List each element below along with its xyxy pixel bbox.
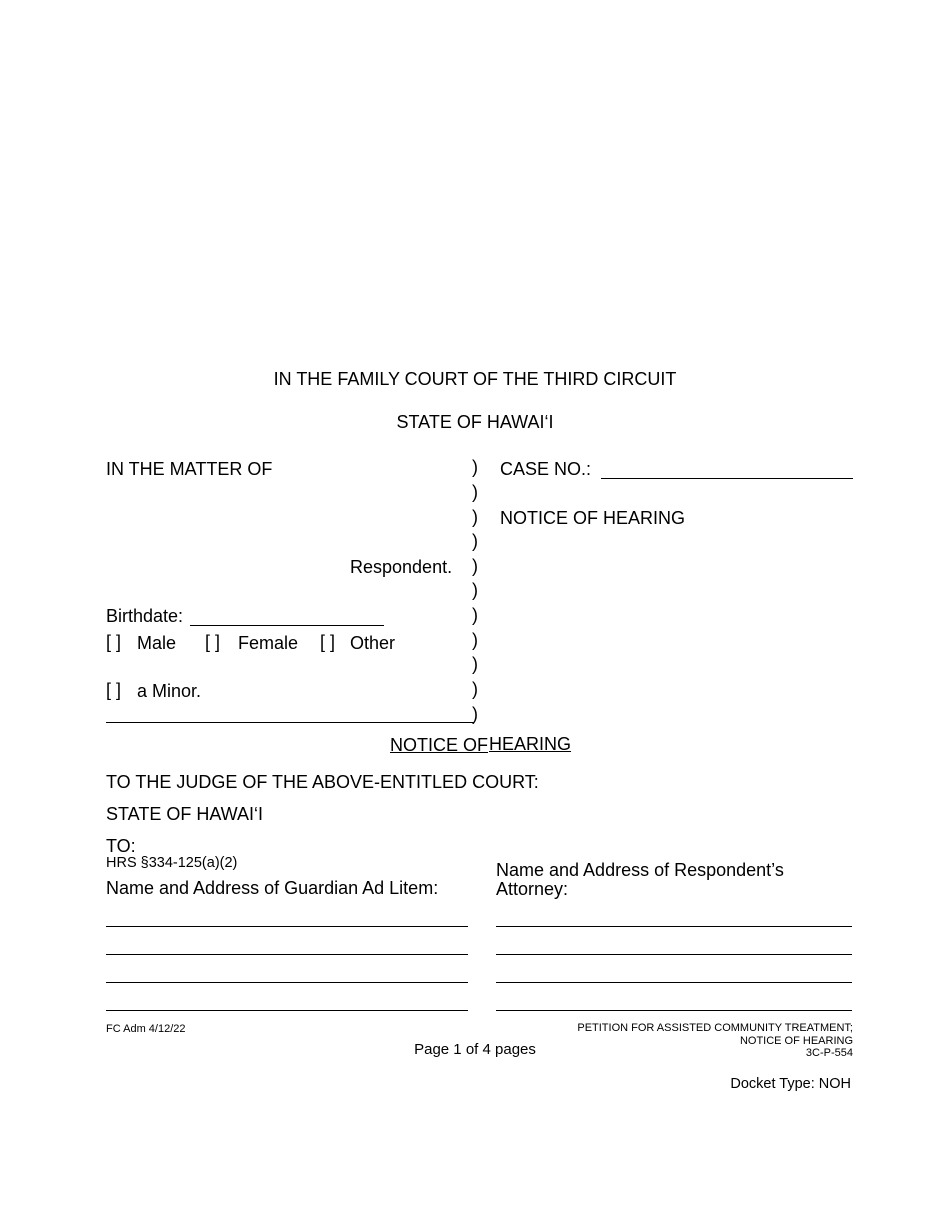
guardian-address-line[interactable] — [106, 982, 468, 983]
caption-paren: ) — [472, 482, 478, 502]
birthdate-label: Birthdate: — [106, 606, 184, 626]
caption-paren: ) — [472, 457, 478, 477]
attorney-label-line2: Attorney: — [496, 879, 569, 899]
case-no-label: CASE NO.: — [500, 459, 592, 479]
caption-paren: ) — [472, 580, 478, 600]
page-number: Page 1 of 4 pages — [414, 1041, 536, 1058]
minor-checkbox[interactable] — [106, 680, 121, 700]
attorney-label-line1: Name and Address of Respondent’s — [496, 860, 784, 880]
to-judge-text: TO THE JUDGE OF THE ABOVE-ENTITLED COURT: — [106, 772, 539, 792]
document-title: NOTICE OF HEARING — [500, 508, 686, 528]
caption-bottom-rule — [106, 722, 474, 723]
attorney-address-line[interactable] — [496, 982, 852, 983]
other-label: Other — [350, 633, 396, 653]
female-checkbox[interactable] — [205, 632, 220, 652]
other-checkbox-bracket: [ ] — [320, 632, 336, 652]
in-matter-of-label: IN THE MATTER OF — [106, 459, 273, 479]
attorney-address-line[interactable] — [496, 926, 852, 927]
guardian-address-line[interactable] — [106, 954, 468, 955]
docket-type: Docket Type: NOH — [730, 1076, 851, 1092]
caption-paren: ) — [472, 531, 478, 551]
birthdate-input[interactable] — [190, 605, 384, 626]
guardian-label: Name and Address of Guardian Ad Litem: — [106, 878, 439, 898]
attorney-address-line[interactable] — [496, 954, 852, 955]
notice-heading-part1: NOTICE OF — [390, 735, 488, 755]
female-label: Female — [238, 633, 299, 653]
caption-paren: ) — [472, 556, 478, 576]
notice-heading-part2: HEARING — [489, 734, 572, 754]
court-state: STATE OF HAWAI‘I — [396, 412, 554, 432]
attorney-address-line[interactable] — [496, 1010, 852, 1011]
caption-paren: ) — [472, 630, 478, 650]
other-checkbox[interactable] — [320, 632, 335, 652]
female-checkbox-bracket: [ ] — [205, 632, 221, 652]
minor-label: a Minor. — [137, 681, 202, 701]
caption-paren: ) — [472, 507, 478, 527]
guardian-address-line[interactable] — [106, 1010, 468, 1011]
caption-paren: ) — [472, 679, 478, 699]
to-label: TO: — [106, 836, 136, 856]
case-no-input[interactable] — [601, 458, 853, 479]
notice-state: STATE OF HAWAI‘I — [106, 804, 263, 824]
male-label: Male — [137, 633, 177, 653]
footer-doc-line1: PETITION FOR ASSISTED COMMUNITY TREATMENT; — [577, 1022, 853, 1034]
court-title: IN THE FAMILY COURT OF THE THIRD CIRCUIT — [273, 369, 677, 389]
caption-paren: ) — [472, 704, 478, 724]
respondent-label: Respondent. — [350, 557, 453, 577]
statute-citation: HRS §334-125(a)(2) — [106, 855, 238, 871]
male-checkbox-bracket: [ ] — [106, 632, 122, 652]
male-checkbox[interactable] — [106, 632, 121, 652]
form-id: FC Adm 4/12/22 — [106, 1023, 186, 1035]
caption-paren: ) — [472, 605, 478, 625]
footer-doc-line2: NOTICE OF HEARING — [739, 1035, 853, 1047]
minor-checkbox-bracket: [ ] — [106, 680, 122, 700]
caption-paren: ) — [472, 654, 478, 674]
form-number: 3C-P-554 — [805, 1047, 853, 1059]
guardian-address-line[interactable] — [106, 926, 468, 927]
